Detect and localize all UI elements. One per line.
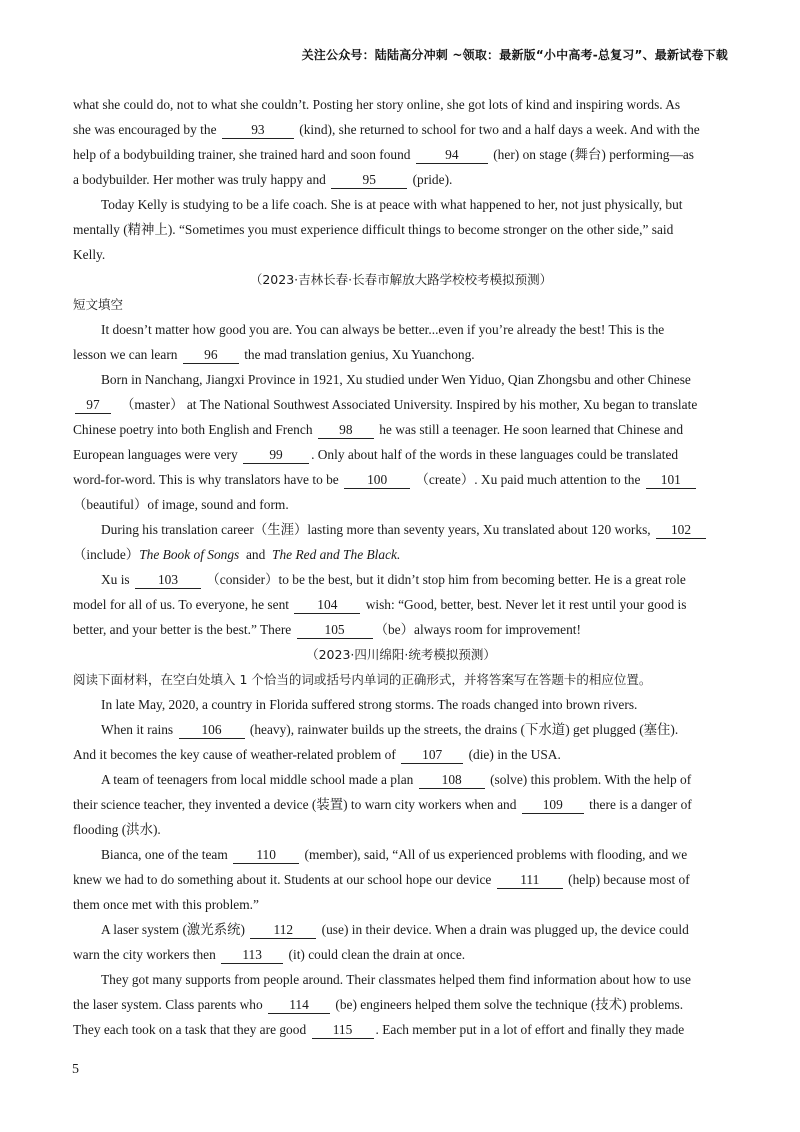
task-instruction: 短文填空 bbox=[73, 297, 124, 312]
answer-blank-112[interactable]: 112 bbox=[250, 921, 316, 939]
text-line: a bodybuilder. Her mother was truly happy and 95 (pride). bbox=[73, 172, 453, 187]
text-line: she was encouraged by the 93 (kind), she returned to school for two and a half days a week. And with the bbox=[73, 122, 700, 137]
text-line: In late May, 2020, a country in Florida suffered strong storms. The roads changed into brown rivers. bbox=[101, 697, 638, 712]
text-line: model for all of us. To everyone, he sent 104 wish: “Good, better, best. Never let it rest until your good is bbox=[73, 597, 687, 612]
text-line: European languages were very 99 . Only about half of the words in these languages could be translated bbox=[73, 447, 679, 462]
text-line: Xu is 103 （consider）to be the best, but it didn’t stop him from becoming better. He is a great role bbox=[101, 572, 686, 587]
text-line: （include）The Book of Songs and The Red and The Black. bbox=[73, 547, 401, 562]
answer-blank-93[interactable]: 93 bbox=[222, 121, 294, 139]
section-source: （2023·四川绵阳·统考模拟预测） bbox=[306, 647, 496, 662]
answer-blank-97[interactable]: 97 bbox=[75, 396, 111, 414]
document-body bbox=[73, 92, 729, 1042]
text-line: mentally (精神上). “Sometimes you must experience difficult things to become stronger on the other side,” said bbox=[73, 222, 674, 237]
text-line: Bianca, one of the team 110 (member), said, “All of us experienced problems with flooding, and we bbox=[101, 847, 688, 862]
text-line: warn the city workers then 113 (it) could clean the drain at once. bbox=[73, 947, 466, 962]
answer-blank-113[interactable]: 113 bbox=[221, 946, 283, 964]
text-line: And it becomes the key cause of weather-related problem of 107 (die) in the USA. bbox=[73, 747, 561, 762]
text-line: them once met with this problem.” bbox=[73, 897, 259, 912]
answer-blank-94[interactable]: 94 bbox=[416, 146, 488, 164]
answer-blank-106[interactable]: 106 bbox=[179, 721, 245, 739]
answer-blank-98[interactable]: 98 bbox=[318, 421, 374, 439]
text-line: A laser system (激光系统) 112 (use) in their device. When a drain was plugged up, the device could bbox=[101, 922, 689, 937]
text-line: Kelly. bbox=[73, 247, 106, 262]
answer-blank-108[interactable]: 108 bbox=[419, 771, 485, 789]
text-line: what she could do, not to what she couldn’t. Posting her story online, she got lots of kind and inspiring words. As bbox=[73, 97, 681, 112]
answer-blank-115[interactable]: 115 bbox=[312, 1021, 374, 1039]
answer-blank-101[interactable]: 101 bbox=[646, 471, 696, 489]
section-source: （2023·吉林长春·长春市解放大路学校校考模拟预测） bbox=[249, 272, 553, 287]
text-line: the laser system. Class parents who 114 (be) engineers helped them solve the technique (技术) problems. bbox=[73, 997, 684, 1012]
text-line: flooding (洪水). bbox=[73, 822, 161, 837]
text-line: When it rains 106 (heavy), rainwater builds up the streets, the drains (下水道) get plugged (塞住). bbox=[101, 722, 679, 737]
text-line: help of a bodybuilding trainer, she trained hard and soon found 94 (her) on stage (舞台) performing—as bbox=[73, 147, 695, 162]
text-line: Chinese poetry into both English and French 98 he was still a teenager. He soon learned that Chinese and bbox=[73, 422, 684, 437]
text-line: A team of teenagers from local middle school made a plan 108 (solve) this problem. With the help of bbox=[101, 772, 692, 787]
answer-blank-102[interactable]: 102 bbox=[656, 521, 706, 539]
answer-blank-107[interactable]: 107 bbox=[401, 746, 463, 764]
text-line: It doesn’t matter how good you are. You can always be better...even if you’re already the best! This is the bbox=[101, 322, 665, 337]
text-line: They each took on a task that they are good 115 . Each member put in a lot of effort and finally they made bbox=[73, 1022, 685, 1037]
answer-blank-105[interactable]: 105 bbox=[297, 621, 373, 639]
text-line: Today Kelly is studying to be a life coach. She is at peace with what happened to her, not just physically, but bbox=[101, 197, 683, 212]
answer-blank-99[interactable]: 99 bbox=[243, 446, 309, 464]
page-header: 关注公众号：陆陆高分冲刺 ~领取：最新版“小中高考-总复习”、最新试卷下载 bbox=[301, 48, 728, 62]
text-line: 97 （master） at The National Southwest Associated University. Inspired by his mother, Xu began to translate bbox=[73, 392, 729, 417]
text-line: word-for-word. This is why translators have to be 100 （create）. Xu paid much attention to the 101 bbox=[73, 467, 729, 492]
answer-blank-110[interactable]: 110 bbox=[233, 846, 299, 864]
answer-blank-111[interactable]: 111 bbox=[497, 871, 563, 889]
answer-blank-104[interactable]: 104 bbox=[294, 596, 360, 614]
text-line: During his translation career（生涯）lasting more than seventy years, Xu translated about 120 works, 102 bbox=[73, 517, 729, 542]
text-line: their science teacher, they invented a device (装置) to warn city workers when and 109 there is a danger of bbox=[73, 797, 692, 812]
answer-blank-103[interactable]: 103 bbox=[135, 571, 201, 589]
answer-blank-95[interactable]: 95 bbox=[331, 171, 407, 189]
text-line: They got many supports from people around. Their classmates helped them find information about how to use bbox=[101, 972, 691, 987]
answer-blank-114[interactable]: 114 bbox=[268, 996, 330, 1014]
answer-blank-96[interactable]: 96 bbox=[183, 346, 239, 364]
page-number: 5 bbox=[72, 1062, 79, 1077]
text-line: lesson we can learn 96 the mad translation genius, Xu Yuanchong. bbox=[73, 347, 475, 362]
answer-blank-100[interactable]: 100 bbox=[344, 471, 410, 489]
answer-blank-109[interactable]: 109 bbox=[522, 796, 584, 814]
text-line: knew we had to do something about it. Students at our school hope our device 111 (help) because most of bbox=[73, 872, 690, 887]
text-line: better, and your better is the best.” There 105 （be）always room for improvement! bbox=[73, 622, 581, 637]
task-instruction: 阅读下面材料，在空白处填入 1 个恰当的词或括号内单词的正确形式，并将答案写在答题卡的相应位置。 bbox=[73, 672, 652, 687]
text-line: （beautiful）of image, sound and form. bbox=[73, 497, 289, 512]
text-line: Born in Nanchang, Jiangxi Province in 1921, Xu studied under Wen Yiduo, Qian Zhongsbu and other Chinese bbox=[101, 372, 691, 387]
